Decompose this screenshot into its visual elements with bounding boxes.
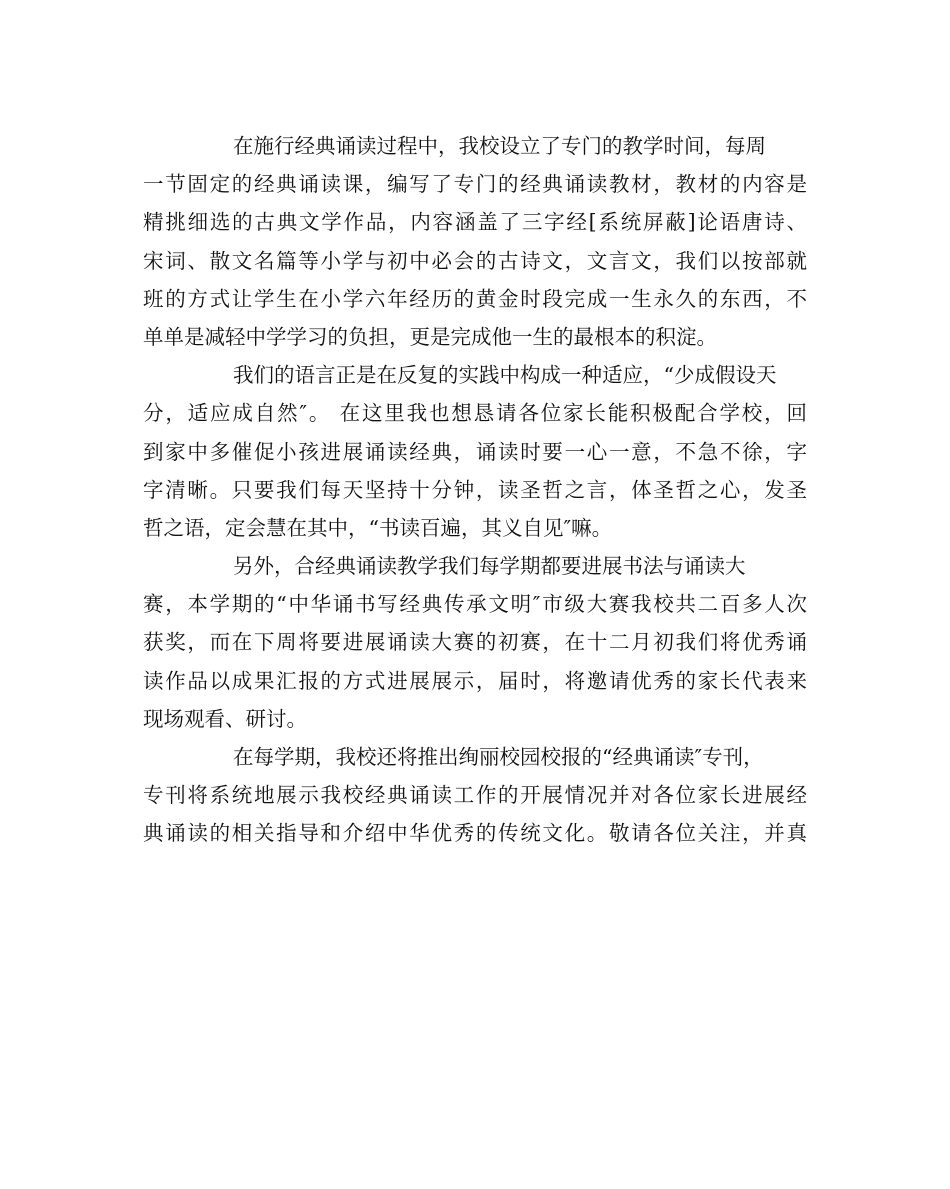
paragraph-line: 宋词、散文名篇等小学与初中必会的古诗文，文言文，我们以按部就 [143, 248, 807, 273]
paragraph-line: 分，适应成自然″。 在这里我也想恳请各位家长能积极配合学校，回 [143, 401, 807, 426]
paragraph-line: 单单是减轻中学学习的负担，更是完成他一生的最根本的积淀。 [143, 324, 717, 349]
paragraph-line: 我们的语言正是在反复的实践中构成一种适应，“少成假设天 [233, 363, 777, 388]
paragraph-line: 赛，本学期的“中华诵书写经典传承文明″市级大赛我校共二百多人次 [143, 592, 807, 617]
paragraph-2 [143, 356, 807, 547]
paragraph-line: 在每学期，我校还将推出绚丽校园校报的“经典诵读″专刊， [233, 745, 764, 769]
paragraph-3 [143, 547, 807, 738]
paragraph-line: 一节固定的经典诵读课，编写了专门的经典诵读教材，教材的内容是 [143, 172, 807, 197]
paragraph-line: 在施行经典诵读过程中，我校设立了专门的教学时间，每周 [233, 134, 766, 158]
paragraph-line: 获奖，而在下周将要进展诵读大赛的初赛，在十二月初我们将优秀诵 [143, 630, 807, 655]
paragraph-line: 典诵读的相关指导和介绍中华优秀的传统文化。敬请各位关注，并真 [143, 821, 807, 846]
paragraph-line: 专刊将系统地展示我校经典诵读工作的开展情况并对各位家长进展经 [143, 783, 807, 808]
paragraph-line: 读作品以成果汇报的方式进展展示，届时，将邀请优秀的家长代表来 [143, 668, 807, 693]
paragraph-line: 现场观看、研讨。 [143, 706, 307, 731]
paragraph-line: 另外，合经典诵读教学我们每学期都要进展书法与诵读大 [233, 554, 746, 579]
paragraph-1 [143, 127, 807, 356]
paragraph-4 [143, 738, 807, 853]
paragraph-line: 班的方式让学生在小学六年经历的黄金时段完成一生永久的东西，不 [143, 286, 807, 311]
paragraph-line: 哲之语，定会慧在其中，“书读百遍，其义自见″嘛。 [143, 515, 613, 540]
paragraph-line: 精挑细选的古典文学作品，内容涵盖了三字经[系统屏蔽]论语唐诗、 [143, 210, 807, 235]
paragraph-line: 到家中多催促小孩进展诵读经典，诵读时要一心一意，不急不徐，字 [143, 439, 807, 464]
document-body [143, 127, 807, 853]
paragraph-line: 字清晰。只要我们每天坚持十分钟，读圣哲之言，体圣哲之心，发圣 [143, 477, 807, 502]
